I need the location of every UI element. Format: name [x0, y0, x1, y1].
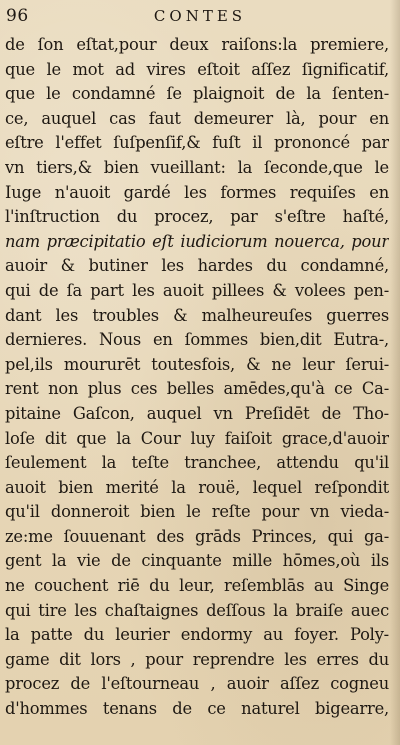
text-line: ſeulement la teſte tranchee, attendu qu'il [5, 453, 389, 473]
text-line-latin-quote: nam præcipitatio eſt iudiciorum nouerca, pour [5, 231, 389, 251]
text-line: ne couchent riē du leur, reſemblās au Singe [5, 576, 389, 596]
text-line: loſe dit que la Cour luy faiſoit grace,d'auoir [5, 428, 389, 448]
text-line: l'inſtruction du procez, par s'eſtre haſté, [5, 207, 389, 227]
text-line: auoir & butiner les hardes du condamné, [5, 256, 389, 276]
text-line: la patte du leurier endormy au foyer. Poly- [5, 625, 389, 645]
running-head: CONTES [153, 7, 247, 25]
text-line: qu'il donneroit bien le reſte pour vn vieda- [5, 502, 389, 522]
text-line: eſtre l'effet ſuſpenſif,& fuſt il prononcé par [5, 133, 389, 153]
text-line: dant les troubles & malheureuſes guerres [5, 305, 389, 325]
text-line: vn tiers,& bien vueillant: la ſeconde,que le [5, 157, 389, 177]
text-line: Iuge n'auoit gardé les formes requiſes en [5, 182, 389, 202]
body-text [5, 33, 389, 722]
text-line: dernieres. Nous en ſommes bien,dit Eutra-, [5, 330, 389, 350]
text-line: d'hommes tenans de ce naturel bigearre, [5, 699, 389, 719]
text-line: auoit bien merité la rouë, lequel reſpondit [5, 477, 389, 497]
text-line: qui tire les chaſtaignes deſſous la braiſe auec [5, 600, 389, 620]
text-line: rent non plus ces belles amēdes,qu'à ce Ca- [5, 379, 389, 399]
text-line: ce, auquel cas faut demeurer là, pour en [5, 108, 389, 128]
text-line: procez de l'eſtourneau , auoir aſſez cogneu [5, 674, 389, 694]
text-line: qui de ſa part les auoit pillees & volees pen- [5, 280, 389, 300]
text-line: ze:me ſouuenant des grāds Princes, qui ga- [5, 526, 389, 546]
text-line: de ſon eſtat,pour deux raiſons:la premiere, [5, 35, 389, 54]
text-line: game dit lors , pour reprendre les erres du [5, 649, 389, 669]
text-line: pitaine Gaſcon, auquel vn Preſidēt de Tho- [5, 403, 389, 423]
text-line: que le mot ad vires eſtoit aſſez ſignificatif, [5, 59, 389, 79]
page-number: 96 [6, 6, 29, 26]
page-header [0, 4, 400, 28]
text-line: pel,ils moururēt toutesfois, & ne leur ſerui- [5, 354, 389, 374]
page-edge-shadow [390, 0, 400, 745]
text-line: que le condamné ſe plaignoit de la ſenten- [5, 84, 389, 104]
text-line: gent la vie de cinquante mille hōmes,où ils [5, 551, 389, 571]
